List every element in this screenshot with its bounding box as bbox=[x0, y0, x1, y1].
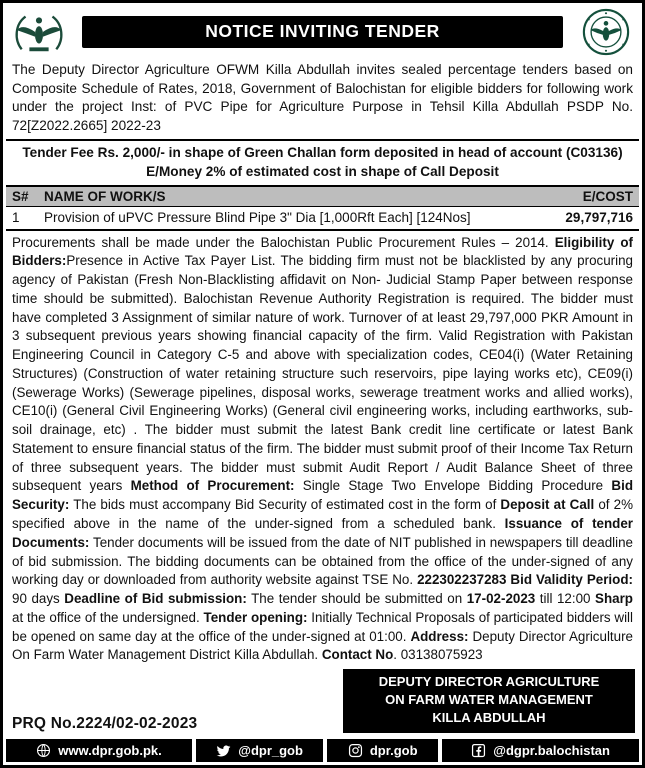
works-table-header-row bbox=[6, 186, 639, 207]
column-header-sno: S# bbox=[6, 186, 38, 207]
body-segment: Bid Validity Period: bbox=[510, 572, 633, 588]
header-row bbox=[6, 5, 639, 59]
body-segment: Tender documents will be issued from the date of NIT published in newspapers till deadline of bid submission. The bidding documents can be obtained from the office of the under-signed of any working day or downloaded from authority website against TSE No. bbox=[12, 534, 633, 588]
footer-twitter-label: @dpr_gob bbox=[238, 742, 303, 758]
twitter-icon bbox=[216, 743, 231, 758]
body-segment: 222302237283 bbox=[417, 572, 507, 588]
body-segment: Issuance of tender Documents: bbox=[12, 515, 633, 550]
prq-number: PRQ No.2224/02-02-2023 bbox=[12, 714, 198, 732]
left-seal-logo bbox=[10, 7, 68, 57]
column-header-name: NAME OF WORK/S bbox=[38, 186, 529, 207]
bottom-row bbox=[6, 665, 639, 739]
body-segment: 17-02-2023 bbox=[466, 591, 536, 607]
body-segment: Bid Security: bbox=[12, 478, 633, 513]
body-segment: Initially Technical Proposals of participated bidders will be opened on same day at the office of the under-signed at 01:00. bbox=[12, 609, 633, 644]
body-segment: Address: bbox=[410, 628, 469, 644]
body-segment: The tender should be submitted on bbox=[246, 591, 467, 607]
footer-facebook bbox=[442, 739, 639, 762]
footer-website-label: www.dpr.gob.pk. bbox=[58, 742, 162, 758]
footer-website bbox=[6, 739, 192, 762]
body-segment: . 03138075923 bbox=[393, 647, 483, 663]
work-cell-name: Provision of uPVC Pressure Blind Pipe 3" Dia [1,000Rft Each] [124Nos] bbox=[38, 206, 529, 230]
work-cell-cost: 29,797,716 bbox=[529, 206, 639, 230]
tender-fee-note bbox=[6, 139, 639, 184]
body-segment: of 2% specified above in the name of the under-signed from a scheduled bank. bbox=[12, 497, 634, 531]
signature-line2: ON FARM WATER MANAGEMENT bbox=[385, 692, 593, 708]
body-segment: Procurements shall be made under the Balochistan Public Procurement Rules – 2014. bbox=[12, 234, 555, 250]
facebook-icon bbox=[471, 743, 486, 758]
column-header-cost: E/COST bbox=[529, 186, 639, 207]
page-title: NOTICE INVITING TENDER bbox=[205, 21, 440, 41]
footer-facebook-label: @dgpr.balochistan bbox=[493, 742, 610, 758]
signature-box bbox=[343, 669, 635, 733]
signature-line3: KILLA ABDULLAH bbox=[432, 710, 546, 726]
body-segment: till 12:00 bbox=[535, 591, 596, 607]
body-segment: Single Stage Two Envelope Bidding Procedure bbox=[294, 478, 612, 494]
tender-fee-line2: E/Money 2% of estimated cost in shape of Call Deposit bbox=[146, 164, 499, 180]
body-segment: The bids must accompany Bid Security of estimated cost in the form of bbox=[69, 497, 501, 513]
works-table bbox=[6, 185, 639, 231]
footer-social-bar bbox=[6, 739, 639, 762]
body-segment: Eligibility of Bidders: bbox=[12, 234, 633, 269]
work-cell-sno: 1 bbox=[6, 206, 38, 230]
body-segment: at the office of the undersigned. bbox=[12, 609, 204, 625]
footer-twitter bbox=[196, 739, 323, 762]
body-segment: Sharp bbox=[595, 591, 633, 607]
right-seal-logo bbox=[577, 7, 635, 57]
terms-paragraph bbox=[6, 231, 639, 666]
body-segment: Deputy Director Agriculture On Farm Water Management District Killa Abdullah. bbox=[12, 628, 633, 663]
body-segment: Method of Procurement: bbox=[130, 478, 295, 494]
signature-line1: DEPUTY DIRECTOR AGRICULTURE bbox=[378, 674, 600, 690]
body-segment: Contact No bbox=[321, 647, 394, 663]
instagram-icon bbox=[348, 743, 363, 758]
footer-instagram bbox=[327, 739, 438, 762]
intro-paragraph: The Deputy Director Agriculture OFWM Killa Abdullah invites sealed percentage tenders based on Composite Schedule of Rates, 2018, Government of Balochistan for eligible bidders for following work under the project Inst: of PVC Pipe for Agriculture Purpose in Tehsil Killa Abdullah PSDP No. 72[Z2022.2665] 2022-23 bbox=[12, 62, 633, 133]
work-row bbox=[6, 206, 639, 230]
body-segment: Deadline of Bid submission: bbox=[64, 591, 247, 607]
tender-fee-line1: Tender Fee Rs. 2,000/- in shape of Green Challan form deposited in head of account (C03136) bbox=[22, 145, 623, 161]
body-segment: Tender opening: bbox=[203, 609, 308, 625]
footer-instagram-label: dpr.gob bbox=[369, 742, 418, 758]
body-segment: Presence in Active Tax Payer List. The bidding firm must not be blacklisted by any procuring agency of Pakistan (Fresh Non-Blacklisting affidavit on Non- Judicial Stamp Paper between response time should be submitted). Balochistan Revenue Authority Registration is required. The bidder must have completed 3 Assignment of similar nature of work. Turnover of at least 29,797,000 PKR Amount in 3 subsequent previous years showing financial capacity of the firm. Valid Registration with Pakistan Engineering Council in Category C-5 and above with specialization codes, CE04(i) (Water Retaining Structures) (Construction of water retaining structure such reservoirs, pipe laying works etc), CE09(i) (Sewerage Works) (Sewerage pipelines, disposal works, sewerage treatment works and allied works), CE10(i) (General Civil Engineering Works) (General civil engineering works, including earthworks, sub-soil drainage, etc) . The bidder must submit the latest Bank credit line certificate or latest Bank Statement to ensure financial status of the firm. The bidder must submit proof of their Income Tax Return of three subsequent years. The bidder must submit Audit Report / Audit Balance Sheet of three subsequent years bbox=[12, 253, 633, 494]
notice-title-bar bbox=[82, 16, 563, 48]
body-segment: Deposit at Call bbox=[500, 497, 595, 513]
globe-icon bbox=[36, 743, 51, 758]
body-segment: 90 days bbox=[12, 591, 65, 607]
